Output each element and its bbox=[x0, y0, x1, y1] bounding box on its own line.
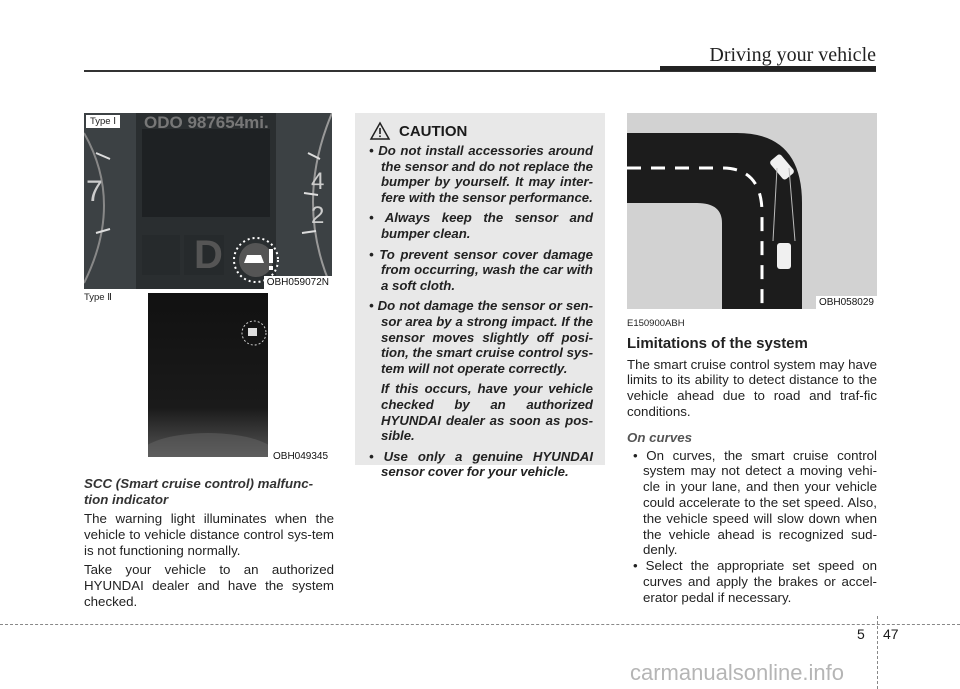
caution-item: • Use only a genuine HYUNDAI sensor cover for your vehicle. bbox=[369, 448, 593, 480]
warning-triangle-icon bbox=[369, 121, 391, 141]
figure-code: OBH058029 bbox=[816, 296, 877, 309]
section-number: 5 bbox=[857, 626, 865, 642]
caution-item: • Do not damage the sensor or sen-sor area by a strong impact. If the sensor moves slightly off posi-tion, the smart cruise control sys-tem will not operate correctly. bbox=[369, 298, 593, 376]
page-number: 47 bbox=[883, 626, 899, 642]
caution-item: • Always keep the sensor and bumper clean. bbox=[369, 210, 594, 241]
caution-title: CAUTION bbox=[399, 122, 468, 140]
limitations-heading: Limitations of the system bbox=[627, 334, 808, 352]
cluster-figure-type1 bbox=[84, 113, 332, 289]
footer-rule bbox=[0, 624, 960, 625]
watermark: carmanualsonline.info bbox=[630, 660, 845, 685]
gauge-left-digit: 7 bbox=[86, 175, 103, 208]
figure-code: OBH059072N bbox=[264, 276, 332, 289]
gear-indicator: D bbox=[194, 233, 223, 277]
caution-item: • Do not install accessories around the sensor and do not replace the bumper by yourself. It may inter-fere with the sensor performance. bbox=[369, 143, 594, 205]
section-title: Driving your vehicle bbox=[709, 44, 876, 66]
figure-type-label: Type Ⅱ bbox=[84, 292, 112, 303]
list-item: • On curves, the smart cruise control system may not detect a moving vehi-cle in your lane, and then your vehicle could accelerate to the set speed. Also, the vehicle speed will slow down when the vehicle ahead is recognized sud-denly. bbox=[633, 447, 877, 558]
odometer-readout: ODO 987654mi. bbox=[144, 113, 269, 132]
section-code: E150900ABH bbox=[627, 318, 685, 329]
curve-road-figure bbox=[627, 113, 877, 309]
figure-type-label: Type Ⅰ bbox=[86, 115, 120, 128]
caution-item: • To prevent sensor cover damage from occurring, wash the car with a soft cloth. bbox=[369, 246, 593, 293]
caution-header bbox=[369, 121, 593, 141]
figure-code: OBH049345 bbox=[270, 450, 331, 463]
footer-divider bbox=[877, 616, 878, 689]
caution-continuation: If this occurs, have your vehicle checked by an authorized HYUNDAI dealer as soon as pos-sible. bbox=[381, 381, 593, 444]
paragraph: The warning light illuminates when the vehicle to vehicle distance control sys-tem is not functioning normally. bbox=[84, 511, 334, 558]
paragraph: Take your vehicle to an authorized HYUNDAI dealer and have the system checked. bbox=[84, 562, 334, 609]
caution-box bbox=[355, 113, 605, 480]
column3-text bbox=[627, 316, 877, 606]
gauge-right-digits: 4 2 bbox=[311, 168, 325, 229]
cluster-figure-type2 bbox=[148, 293, 268, 457]
header-rule-accent bbox=[660, 66, 876, 71]
list-item: • Select the appropriate set speed on curves and apply the brakes or accel-erator pedal if necessary. bbox=[633, 558, 877, 605]
malfunction-subheading: SCC (Smart cruise control) malfunc-tion indicator bbox=[84, 476, 314, 507]
curves-subheading: On curves bbox=[627, 429, 693, 445]
paragraph: The smart cruise control system may have limits to its ability to detect distance to the vehicle ahead due to road and traf-fic conditions. bbox=[627, 356, 877, 419]
column1-text bbox=[84, 476, 334, 613]
road-illustration bbox=[627, 113, 877, 309]
display-illustration bbox=[148, 293, 268, 457]
